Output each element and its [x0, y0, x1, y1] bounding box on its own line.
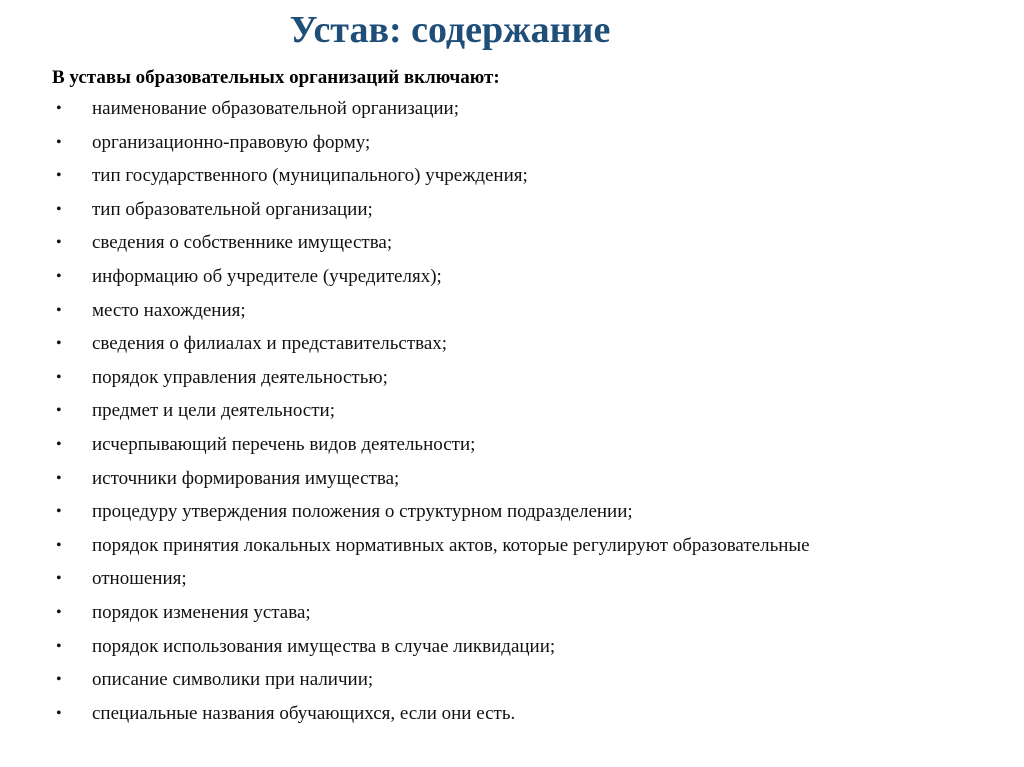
list-item-text: наименование образовательной организации;	[92, 98, 459, 119]
list-item-text: информацию об учредителе (учредителях);	[92, 265, 442, 287]
list-item-text: исчерпывающий перечень видов деятельности;	[92, 433, 476, 455]
list-item-text: отношения;	[92, 568, 187, 590]
bullet-icon: •	[56, 167, 62, 185]
bullet-icon: •	[56, 435, 62, 453]
list-item-text: порядок изменения устава;	[92, 601, 311, 623]
list-item-text: специальные названия обучающихся, если они есть.	[92, 702, 516, 724]
list-item-text: организационно-правовую форму;	[92, 131, 371, 153]
slide-title: Устав: содержание	[289, 9, 611, 51]
list-item-text: предмет и цели деятельности;	[92, 400, 335, 422]
list-item-text: сведения о собственнике имущества;	[92, 232, 393, 254]
list-item-text: процедуру утверждения положения о структурном подразделении;	[92, 501, 633, 523]
bullet-icon: •	[56, 671, 62, 689]
bullet-icon: •	[56, 200, 62, 218]
list-item-text: место нахождения;	[92, 299, 246, 321]
list-item-text: сведения о филиалах и представительствах;	[92, 333, 448, 355]
list-item-text: описание символики при наличии;	[92, 669, 374, 691]
bullet-icon: •	[56, 503, 62, 521]
list-item-text: источники формирования имущества;	[92, 467, 400, 489]
list-item-text: порядок управления деятельностью;	[92, 366, 388, 388]
bullet-icon: •	[56, 402, 62, 420]
bullet-icon: •	[56, 335, 62, 353]
list-item-text: порядок принятия локальных нормативных актов, которые регулируют образовательные	[92, 534, 810, 556]
list-item-text: тип образовательной организации;	[92, 198, 373, 220]
bullet-icon: •	[56, 704, 62, 722]
bullet-icon: •	[56, 133, 62, 151]
bullet-icon: •	[56, 637, 62, 655]
bullet-icon: •	[56, 536, 62, 554]
bullet-icon: •	[56, 570, 62, 588]
bullet-icon: •	[56, 469, 62, 487]
bullet-icon: •	[56, 234, 62, 252]
bullet-icon: •	[56, 100, 62, 117]
intro-text: В уставы образовательных организаций включают:	[52, 67, 500, 88]
bullet-icon: •	[56, 603, 62, 621]
bullet-icon: •	[56, 368, 62, 386]
list-item-text: порядок использования имущества в случае ликвидации;	[92, 635, 556, 657]
bullet-icon: •	[56, 267, 62, 285]
bullet-icon: •	[56, 301, 62, 319]
list-item-text: тип государственного (муниципального) учреждения;	[92, 165, 528, 187]
